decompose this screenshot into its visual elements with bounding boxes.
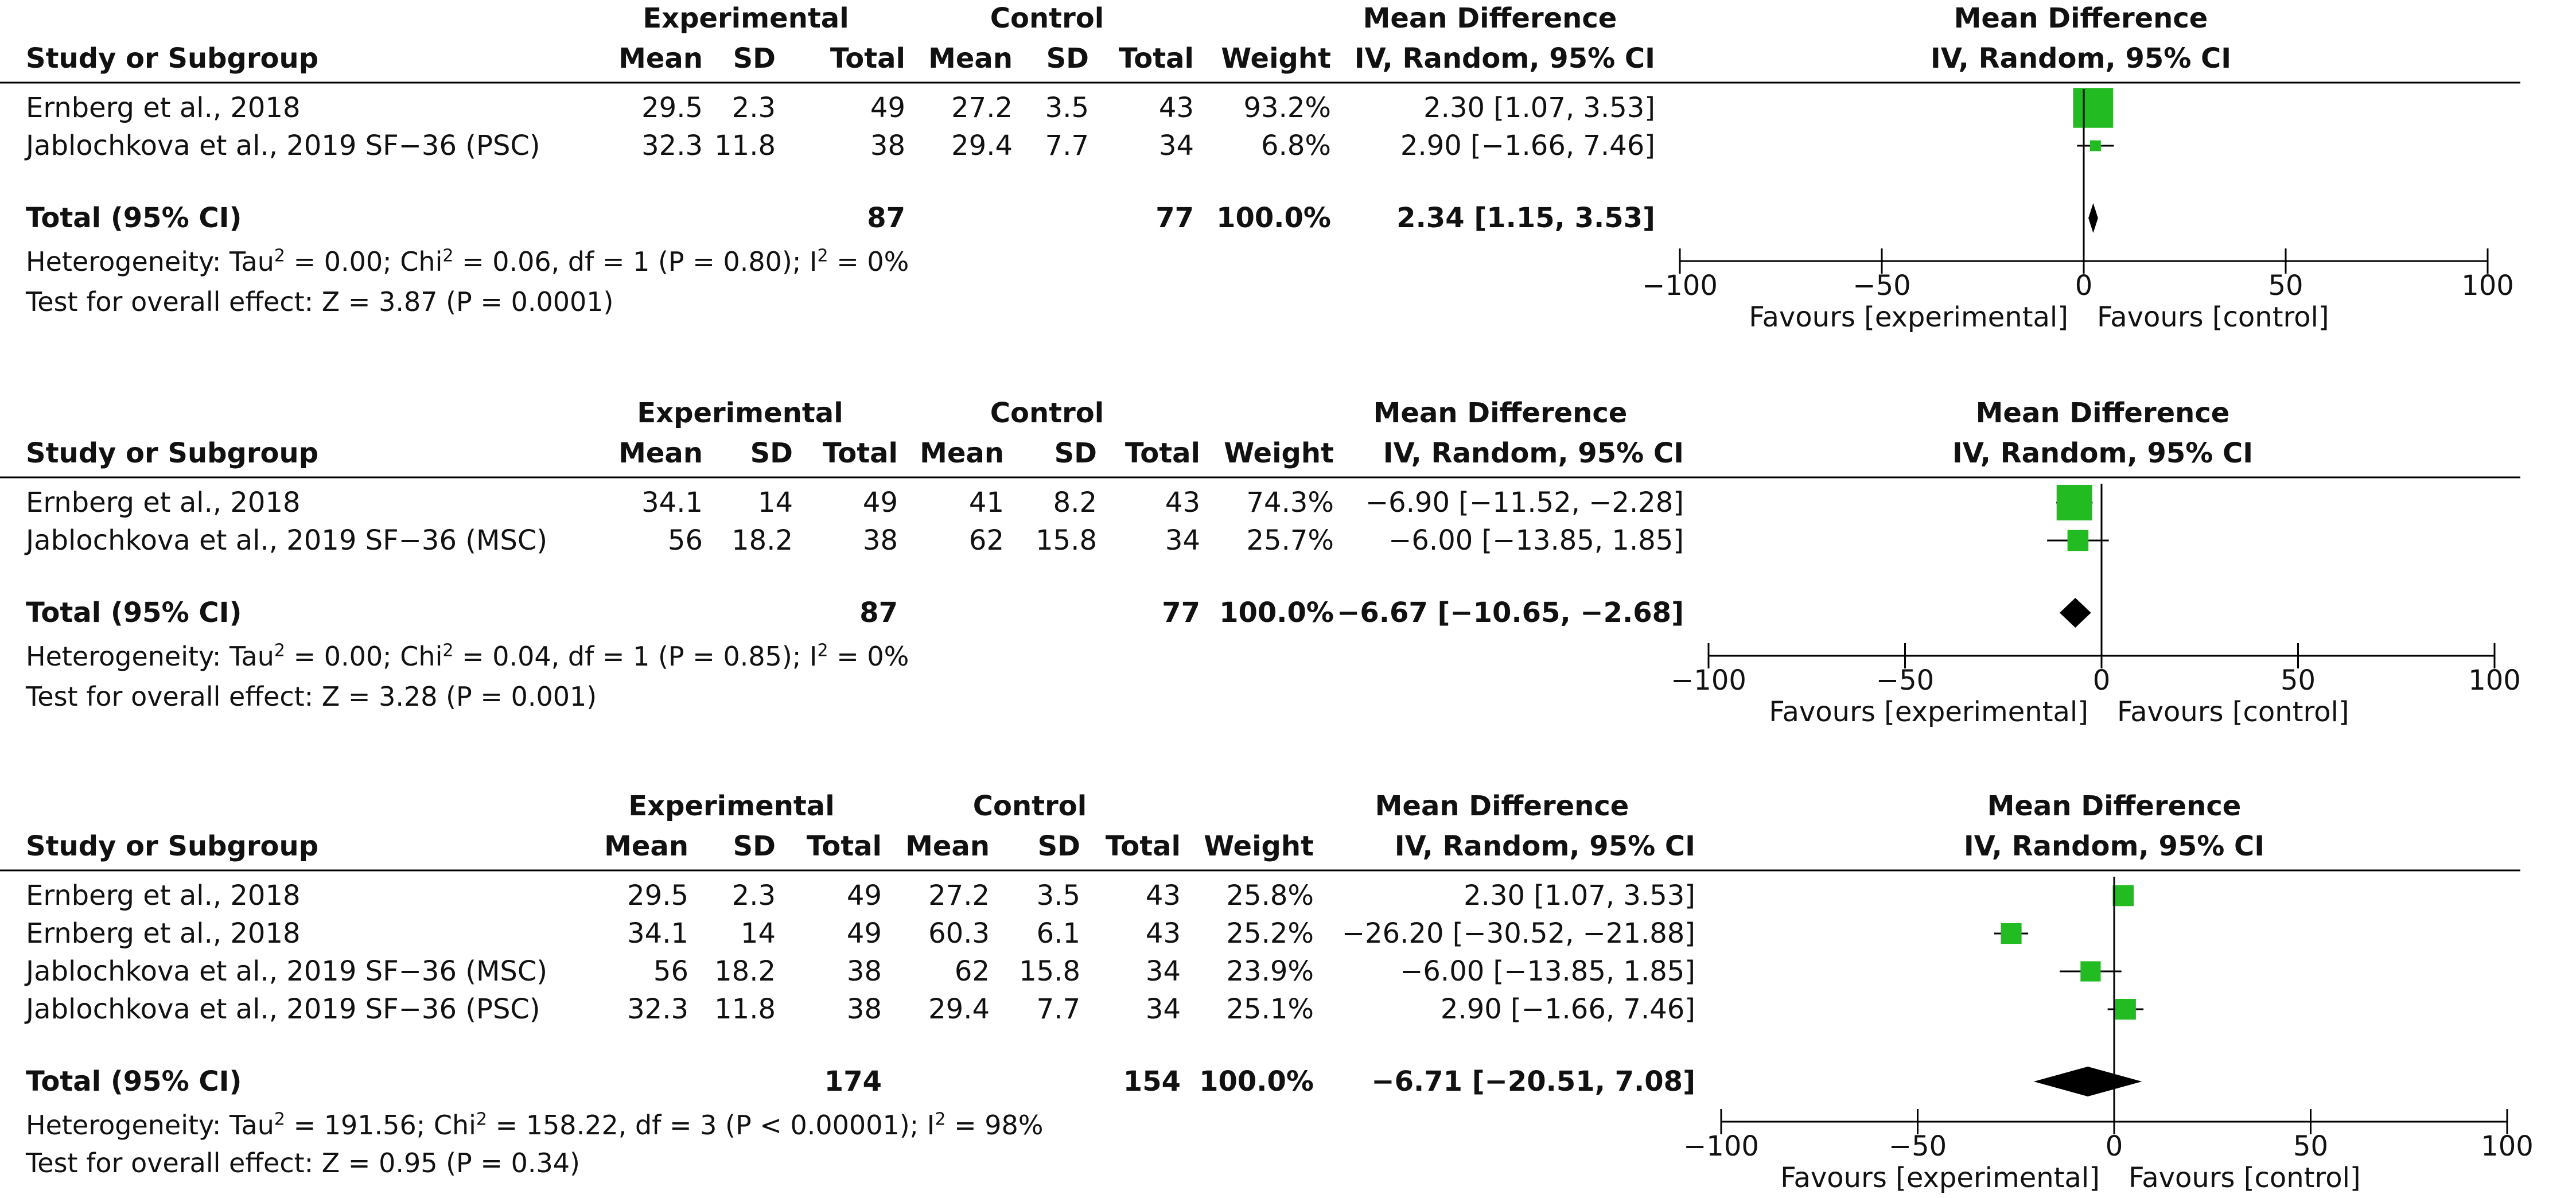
superscript: 2 <box>274 640 285 661</box>
heterogeneity-text: = 0.06, df = 1 (P = 0.80); I <box>453 246 818 277</box>
ci-header: IV, Random, 95% CI <box>1354 42 1655 75</box>
exp-total-value: 49 <box>862 487 898 519</box>
x-tick-label: 0 <box>2075 270 2093 302</box>
exp-mean-value: 32.3 <box>627 993 688 1025</box>
control-header: Control <box>990 2 1104 34</box>
ctl-mean-value: 62 <box>968 524 1004 557</box>
weight-header: Weight <box>1224 437 1334 469</box>
exp-mean-header: Mean <box>604 830 688 862</box>
x-tick-label: −50 <box>1875 664 1935 697</box>
study-marker <box>2115 999 2136 1020</box>
exp-total-value: 38 <box>846 993 882 1025</box>
ci-value: 2.90 [−1.66, 7.46] <box>1400 130 1655 162</box>
heterogeneity-text: = 158.22, df = 3 (P < 0.00001); I <box>487 1110 935 1141</box>
ctl-total-value: 34 <box>1145 955 1181 987</box>
exp-mean-value: 32.3 <box>641 130 703 162</box>
heterogeneity-text: = 0.04, df = 1 (P = 0.85); I <box>453 641 818 672</box>
x-tick-label: 0 <box>2092 664 2111 697</box>
exp-mean-value: 34.1 <box>627 917 688 950</box>
experimental-header: Experimental <box>628 790 835 822</box>
exp-sd-value: 11.8 <box>714 993 776 1025</box>
heterogeneity-text: = 191.56; Chi <box>285 1110 476 1141</box>
exp-mean-header: Mean <box>618 437 703 469</box>
favours-experimental-label: Favours [experimental] <box>1749 301 2068 333</box>
exp-sd-value: 18.2 <box>731 524 793 557</box>
plot-mean-difference-header: Mean Difference <box>1975 397 2230 429</box>
overall-effect-test: Test for overall effect: Z = 3.28 (P = 0.001) <box>26 681 597 712</box>
overall-effect-test: Test for overall effect: Z = 3.87 (P = 0.0001) <box>26 286 614 317</box>
study-name: Ernberg et al., 2018 <box>26 487 301 519</box>
ctl-sd-value: 7.7 <box>1036 993 1080 1025</box>
study-name: Ernberg et al., 2018 <box>26 917 301 950</box>
ctl-total-sum: 77 <box>1155 202 1194 234</box>
heterogeneity-text: Heterogeneity: Tau <box>26 246 274 277</box>
study-name: Ernberg et al., 2018 <box>26 880 301 912</box>
heterogeneity-text: = 0.00; Chi <box>285 641 443 672</box>
ctl-total-value: 34 <box>1145 993 1181 1025</box>
plot-mean-difference-header: Mean Difference <box>1987 790 2242 822</box>
exp-sd-value: 14 <box>740 917 776 950</box>
superscript: 2 <box>274 246 285 266</box>
ctl-sd-value: 15.8 <box>1019 955 1080 987</box>
total-label: Total (95% CI) <box>26 597 242 629</box>
exp-total-sum: 87 <box>859 597 898 629</box>
favours-control-label: Favours [control] <box>2128 1162 2361 1194</box>
plot-ci-header: IV, Random, 95% CI <box>1963 830 2265 862</box>
superscript: 2 <box>476 1109 487 1130</box>
heterogeneity-text: = 0% <box>828 246 909 277</box>
weight-value: 25.8% <box>1226 880 1314 912</box>
superscript: 2 <box>817 246 828 266</box>
exp-sd-value: 2.3 <box>731 92 776 124</box>
x-tick-label: −50 <box>1888 1130 1947 1162</box>
study-column-header: Study or Subgroup <box>26 42 319 75</box>
overall-effect-test: Test for overall effect: Z = 0.95 (P = 0.34) <box>26 1148 580 1178</box>
forest-panel-2 <box>0 395 2520 791</box>
control-header: Control <box>972 790 1087 822</box>
ctl-total-header: Total <box>1118 42 1194 75</box>
heterogeneity-text: = 0.00; Chi <box>285 246 443 277</box>
weight-value: 93.2% <box>1243 92 1331 124</box>
heterogeneity-text: Heterogeneity: Tau <box>26 641 274 672</box>
plot-ci-header: IV, Random, 95% CI <box>1930 42 2232 75</box>
ci-value: −6.00 [−13.85, 1.85] <box>1388 524 1684 557</box>
ctl-total-value: 34 <box>1165 524 1200 557</box>
ci-value: −6.00 [−13.85, 1.85] <box>1400 955 1695 987</box>
total-weight: 100.0% <box>1219 597 1334 629</box>
plot-mean-difference-header: Mean Difference <box>1954 2 2208 34</box>
ctl-total-value: 43 <box>1158 92 1194 124</box>
ctl-total-sum: 154 <box>1123 1065 1181 1098</box>
total-ci-value: 2.34 [1.15, 3.53] <box>1396 202 1655 234</box>
study-marker <box>2057 485 2092 520</box>
ctl-total-header: Total <box>1124 437 1200 469</box>
heterogeneity-stats <box>26 246 909 278</box>
favours-experimental-label: Favours [experimental] <box>1769 696 2088 728</box>
study-marker <box>2001 923 2021 944</box>
total-ci-value: −6.71 [−20.51, 7.08] <box>1371 1065 1695 1098</box>
favours-experimental-label: Favours [experimental] <box>1780 1162 2100 1194</box>
experimental-header: Experimental <box>637 397 843 429</box>
mean-difference-header: Mean Difference <box>1363 2 1617 34</box>
ctl-mean-header: Mean <box>920 437 1004 469</box>
superscript: 2 <box>442 246 454 266</box>
x-tick-label: −50 <box>1853 270 1911 302</box>
x-tick-label: −100 <box>1683 1130 1759 1162</box>
favours-control-label: Favours [control] <box>2117 696 2349 728</box>
weight-value: 23.9% <box>1226 955 1314 987</box>
x-tick-label: 0 <box>2105 1130 2123 1162</box>
exp-mean-value: 56 <box>667 524 703 557</box>
mean-difference-header: Mean Difference <box>1375 790 1629 822</box>
ctl-mean-value: 27.2 <box>928 880 990 912</box>
heterogeneity-stats <box>26 1109 1044 1141</box>
exp-sd-value: 18.2 <box>714 955 776 987</box>
superscript: 2 <box>935 1109 946 1130</box>
exp-total-value: 38 <box>870 130 905 162</box>
study-marker <box>2112 885 2134 907</box>
exp-total-value: 38 <box>846 955 882 987</box>
superscript: 2 <box>442 640 454 661</box>
exp-sd-header: SD <box>750 437 793 469</box>
exp-total-value: 49 <box>846 880 882 912</box>
exp-total-header: Total <box>806 830 882 862</box>
pooled-diamond <box>2060 598 2091 628</box>
weight-value: 25.2% <box>1226 917 1314 950</box>
ctl-total-value: 43 <box>1145 880 1181 912</box>
ctl-sd-value: 3.5 <box>1045 92 1089 124</box>
ctl-sd-header: SD <box>1037 830 1080 862</box>
weight-value: 74.3% <box>1246 487 1334 519</box>
x-tick-label: 100 <box>2468 664 2521 697</box>
forest-panel-3 <box>0 788 2534 1194</box>
ctl-sd-header: SD <box>1046 42 1089 75</box>
superscript: 2 <box>817 640 828 661</box>
exp-mean-header: Mean <box>618 42 703 75</box>
mean-difference-header: Mean Difference <box>1373 397 1628 429</box>
exp-sd-value: 2.3 <box>731 880 776 912</box>
control-header: Control <box>990 397 1104 429</box>
ctl-total-header: Total <box>1105 830 1181 862</box>
study-name: Jablochkova et al., 2019 SF−36 (PSC) <box>26 130 540 162</box>
study-name: Ernberg et al., 2018 <box>26 92 301 124</box>
plot-ci-header: IV, Random, 95% CI <box>1952 437 2254 469</box>
ctl-total-value: 34 <box>1158 130 1194 162</box>
x-tick-label: 100 <box>2481 1130 2534 1162</box>
x-tick-label: −100 <box>1671 664 1746 697</box>
exp-sd-value: 11.8 <box>714 130 776 162</box>
ci-value: 2.30 [1.07, 3.53] <box>1423 92 1655 124</box>
heterogeneity-text: = 0% <box>828 641 909 672</box>
study-column-header: Study or Subgroup <box>26 830 319 862</box>
weight-value: 6.8% <box>1261 130 1331 162</box>
heterogeneity-text: = 98% <box>945 1110 1044 1141</box>
ctl-sd-value: 3.5 <box>1036 880 1080 912</box>
exp-mean-value: 56 <box>653 955 688 987</box>
exp-sd-value: 14 <box>757 487 793 519</box>
ci-value: 2.30 [1.07, 3.53] <box>1464 880 1695 912</box>
ctl-sd-value: 6.1 <box>1036 917 1080 950</box>
exp-mean-value: 29.5 <box>627 880 688 912</box>
exp-total-header: Total <box>822 437 898 469</box>
pooled-diamond <box>2034 1067 2142 1096</box>
study-marker <box>2080 961 2100 981</box>
total-ci-value: −6.67 [−10.65, −2.68] <box>1337 597 1684 629</box>
weight-value: 25.7% <box>1246 524 1334 557</box>
exp-total-value: 49 <box>846 917 882 950</box>
ctl-total-value: 43 <box>1145 917 1181 950</box>
study-marker <box>2073 88 2113 128</box>
exp-mean-value: 29.5 <box>641 92 703 124</box>
ci-header: IV, Random, 95% CI <box>1394 830 1695 862</box>
weight-value: 25.1% <box>1226 993 1314 1025</box>
exp-sd-header: SD <box>733 42 776 75</box>
x-tick-label: 100 <box>2461 270 2514 302</box>
ctl-sd-value: 8.2 <box>1053 487 1097 519</box>
x-tick-label: −100 <box>1642 270 1718 302</box>
exp-total-value: 49 <box>870 92 905 124</box>
study-marker <box>2090 141 2101 151</box>
x-tick-label: 50 <box>2268 270 2303 302</box>
ctl-mean-value: 29.4 <box>951 130 1013 162</box>
pooled-diamond <box>2088 203 2098 233</box>
ci-value: 2.90 [−1.66, 7.46] <box>1440 993 1695 1025</box>
x-tick-label: 50 <box>2293 1130 2329 1162</box>
ci-value: −6.90 [−11.52, −2.28] <box>1365 487 1684 519</box>
heterogeneity-text: Heterogeneity: Tau <box>26 1110 274 1141</box>
x-tick-label: 50 <box>2280 664 2316 697</box>
weight-header: Weight <box>1204 830 1314 862</box>
forest-panel-1 <box>0 0 2520 396</box>
exp-sd-header: SD <box>733 830 776 862</box>
ctl-sd-value: 7.7 <box>1045 130 1089 162</box>
total-label: Total (95% CI) <box>26 202 242 234</box>
ci-value: −26.20 [−30.52, −21.88] <box>1341 917 1695 950</box>
exp-mean-value: 34.1 <box>641 487 703 519</box>
study-name: Jablochkova et al., 2019 SF−36 (MSC) <box>26 524 548 557</box>
total-label: Total (95% CI) <box>26 1065 242 1098</box>
ctl-mean-header: Mean <box>928 42 1013 75</box>
weight-header: Weight <box>1221 42 1331 75</box>
ctl-total-value: 43 <box>1165 487 1200 519</box>
ctl-mean-header: Mean <box>905 830 990 862</box>
superscript: 2 <box>274 1109 285 1130</box>
ctl-sd-header: SD <box>1054 437 1097 469</box>
ctl-mean-value: 41 <box>968 487 1004 519</box>
ctl-mean-value: 60.3 <box>928 917 990 950</box>
ctl-mean-value: 29.4 <box>928 993 990 1025</box>
ci-header: IV, Random, 95% CI <box>1383 437 1684 469</box>
study-name: Jablochkova et al., 2019 SF−36 (PSC) <box>26 993 540 1025</box>
study-marker <box>2068 530 2089 551</box>
favours-control-label: Favours [control] <box>2097 301 2329 333</box>
exp-total-sum: 174 <box>824 1065 882 1098</box>
experimental-header: Experimental <box>643 2 849 34</box>
ctl-mean-value: 62 <box>954 955 990 987</box>
heterogeneity-stats <box>26 640 909 672</box>
study-name: Jablochkova et al., 2019 SF−36 (MSC) <box>26 955 548 987</box>
exp-total-sum: 87 <box>867 202 905 234</box>
exp-total-value: 38 <box>862 524 898 557</box>
total-weight: 100.0% <box>1199 1065 1314 1098</box>
total-weight: 100.0% <box>1216 202 1331 234</box>
exp-total-header: Total <box>830 42 905 75</box>
ctl-total-sum: 77 <box>1162 597 1200 629</box>
ctl-sd-value: 15.8 <box>1036 524 1097 557</box>
study-column-header: Study or Subgroup <box>26 437 319 469</box>
ctl-mean-value: 27.2 <box>951 92 1013 124</box>
